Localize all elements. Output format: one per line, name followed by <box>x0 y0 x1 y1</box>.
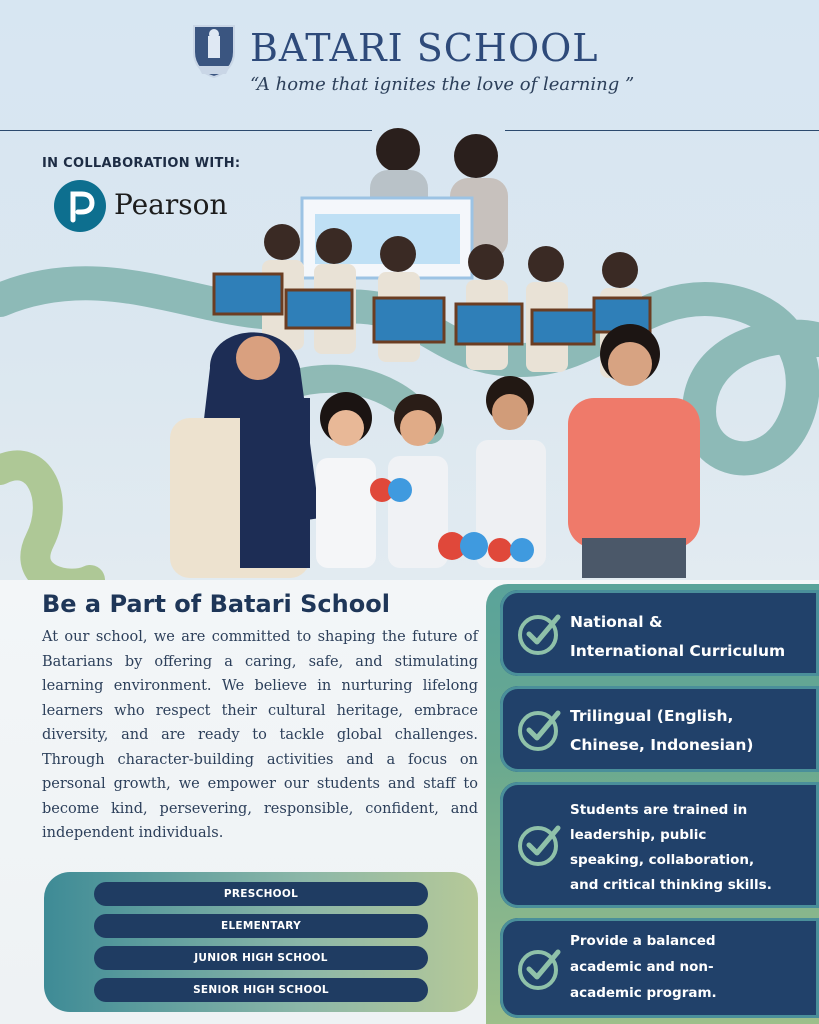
check-circle-icon <box>516 609 564 657</box>
level-preschool: PRESCHOOL <box>94 882 428 906</box>
level-junior-high: JUNIOR HIGH SCHOOL <box>94 946 428 970</box>
school-levels-panel <box>44 872 478 1012</box>
feature-line: International Curriculum <box>570 642 786 660</box>
about-title: Be a Part of Batari School <box>42 590 390 618</box>
feature-line: Chinese, Indonesian) <box>570 736 754 754</box>
collab-label: IN COLLABORATION WITH: <box>42 156 241 171</box>
feature-curriculum <box>500 590 819 676</box>
feature-line: speaking, collaboration, <box>570 852 755 868</box>
feature-line: Provide a balanced <box>570 933 716 949</box>
feature-skills <box>500 782 819 908</box>
tagline: “A home that ignites the love of learning ” <box>250 74 635 95</box>
students-photo <box>150 118 710 578</box>
feature-line: leadership, public <box>570 827 707 843</box>
feature-balanced-program <box>500 918 819 1018</box>
feature-line: and critical thinking skills. <box>570 877 772 893</box>
about-body: At our school, we are committed to shaping the future of Batarians by offering a caring, safe, and stimulating learning environment. We believe in nurturing lifelong learners who respect their cultural heritage, embrace diversity, and are ready to tackle global challenges. Through character-building activities and a focus on personal growth, we empower our students and staff to become kind, persevering, responsible, confident, and independent individuals. <box>42 629 478 841</box>
partner-name: Pearson <box>114 188 228 221</box>
check-circle-icon <box>516 820 564 868</box>
school-name: BATARI SCHOOL <box>250 26 599 70</box>
level-elementary: ELEMENTARY <box>94 914 428 938</box>
feature-trilingual <box>500 686 819 772</box>
check-circle-icon <box>516 944 564 992</box>
feature-line: Students are trained in <box>570 802 748 818</box>
level-senior-high: SENIOR HIGH SCHOOL <box>94 978 428 1002</box>
feature-line: academic and non- <box>570 959 714 975</box>
feature-line: National & <box>570 613 663 631</box>
feature-line: academic program. <box>570 985 717 1001</box>
feature-line: Trilingual (English, <box>570 707 734 725</box>
school-crest-icon <box>188 22 240 78</box>
pearson-logo-icon <box>54 180 106 232</box>
check-circle-icon <box>516 705 564 753</box>
